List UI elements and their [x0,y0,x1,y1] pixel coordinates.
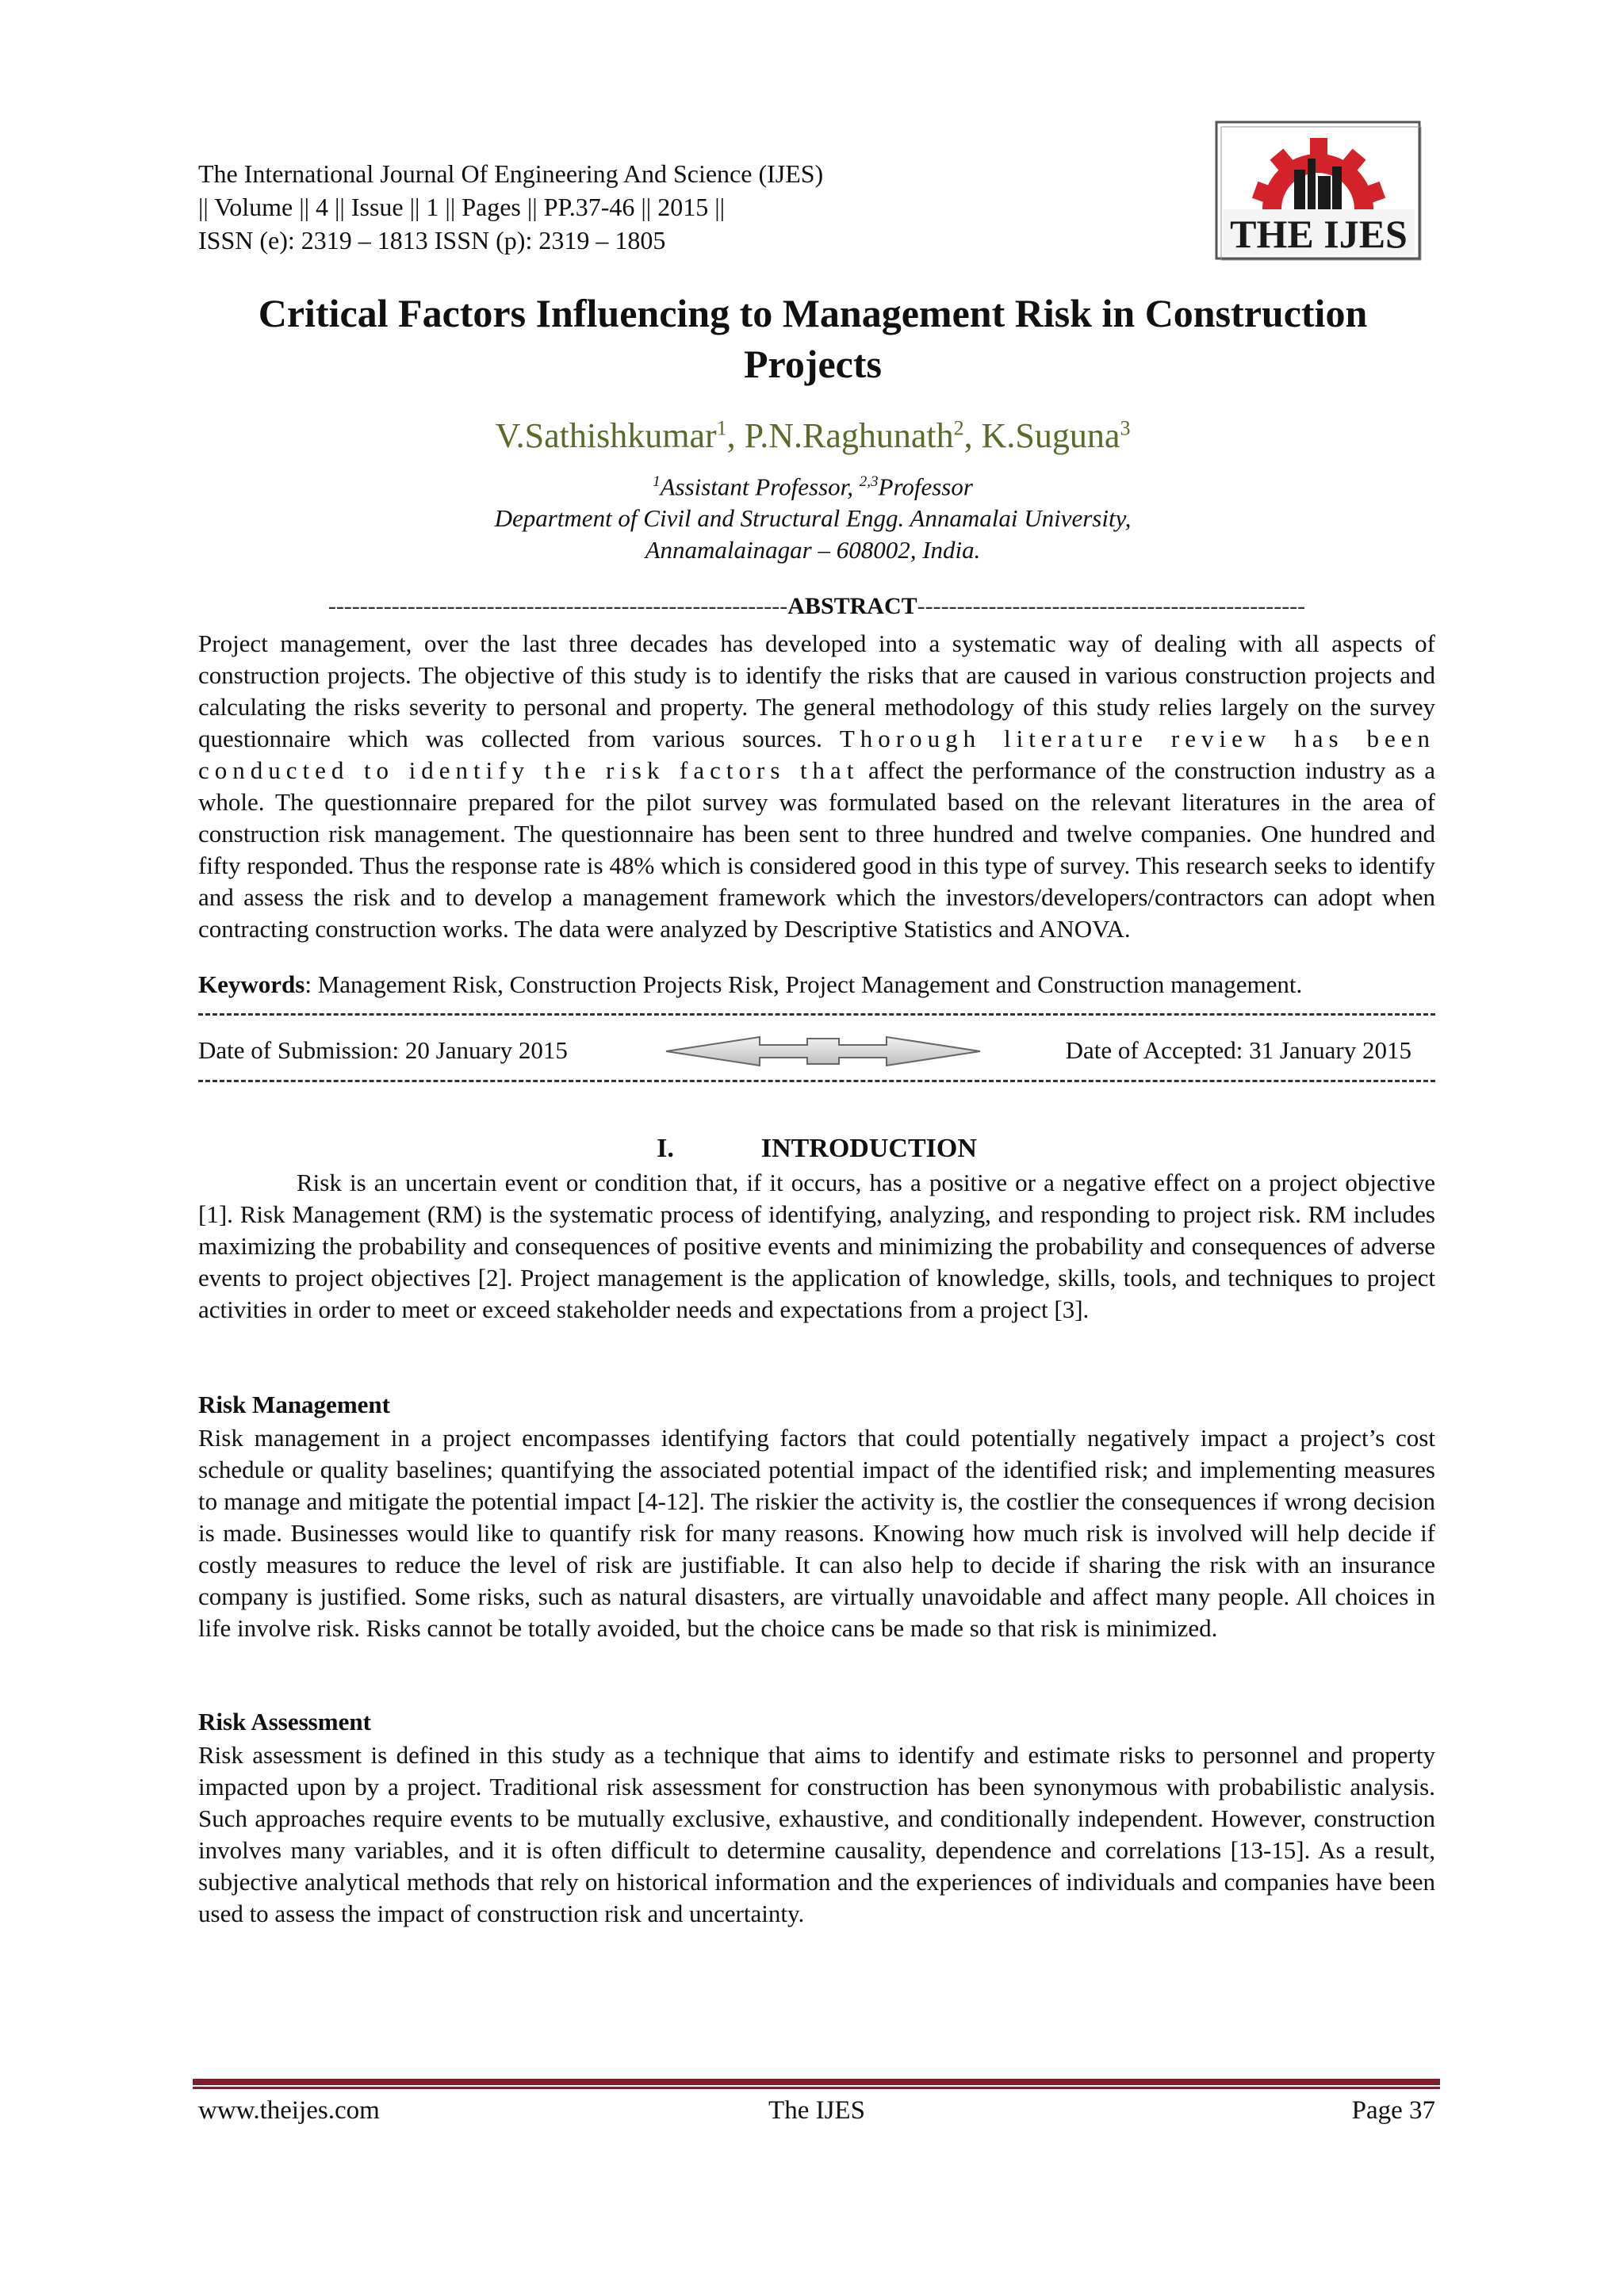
title-line-2: Projects [744,342,882,386]
affil-role: Assistant Professor, [660,473,860,501]
affil-sup: 1 [653,473,661,490]
journal-header [198,157,823,257]
affiliation [190,466,1435,566]
abstract-text [198,628,1435,945]
subheading-risk-management: Risk Management [198,1391,390,1418]
abstract-text-spaced: Thorough literature review has been conducted to identify the risk factors that [198,725,1435,784]
title-line-1: Critical Factors Influencing to Management Risk in Construction [258,291,1368,335]
ijes-logo [1215,121,1423,262]
abstract-title: ABSTRACT [787,593,917,619]
author-separator: , [963,416,982,455]
section-heading-introduction [198,1134,1435,1164]
subheading-risk-assessment: Risk Assessment [198,1708,371,1735]
footer-rule [193,2079,1440,2090]
dash-rule-top [198,1013,1435,1019]
author-sup: 2 [953,416,964,440]
footer-page-number: Page 37 [1351,2096,1435,2125]
affil-role: Professor [878,473,973,501]
affiliation-roles [190,466,1435,503]
author-name: V.Sathishkumar [495,416,717,455]
affiliation-address: Annamalainagar – 608002, India. [645,536,981,564]
journal-volume: || Volume || 4 || Issue || 1 || Pages || PP.37-46 || 2015 || [198,193,726,221]
keywords-text: : Management Risk, Construction Projects Risk, Project Management and Construction management. [304,970,1303,998]
author-sup: 3 [1120,416,1131,440]
accepted-date: Date of Accepted: 31 January 2015 [1065,1036,1411,1064]
risk-assessment-paragraph: Risk assessment is defined in this study as a technique that aims to identify and estimate risks to personnel and property impacted upon by a project. Traditional risk assessment for construction has been synonymous with probabilistic analysis. Such approaches require events to be mutually exclusive, exhaustive, and conditionally independent. However, construction involves many variables, and it is often difficult to determine causality, dependence and correlations [13-15]. As a result, subjective analytical methods that rely on historical information and the experiences of individuals and companies have been used to assess the impact of construction risk and uncertainty. [198,1741,1435,1927]
keywords [198,969,1435,1001]
ijes-logo-icon [1215,121,1423,262]
footer-website[interactable]: www.theijes.com [198,2096,380,2125]
journal-issn: ISSN (e): 2319 – 1813 ISSN (p): 2319 – 1805 [198,226,666,254]
dash-rule: ------------------------------------------------- [917,593,1306,619]
dash-rule-bottom [198,1080,1435,1085]
dash-rule: ---------------------------------------------------------- [327,593,788,619]
paper-title [190,288,1435,389]
journal-name: The International Journal Of Engineering And Science (IJES) [198,159,824,188]
section-number: I. [657,1134,674,1163]
double-arrow-icon [665,1034,982,1069]
submission-date: Date of Submission: 20 January 2015 [198,1036,568,1064]
affiliation-department: Department of Civil and Structural Engg. Annamalai University, [494,504,1132,533]
author-name: P.N.Raghunath [744,416,954,455]
abstract-heading [198,593,1435,620]
author-name: K.Suguna [981,416,1120,455]
section-title: INTRODUCTION [760,1134,977,1163]
abstract-text-part: Project management, over the last three decades has developed into a systematic way of dealing with all aspects of construction projects. The objective of this study is to identify the risks that are caused in various construction projects and calculating the risks severity to personal and property. The general methodology of this study relies largely on the survey questionnaire which was collected from various sources. [198,629,1435,752]
author-sup: 1 [716,416,727,440]
keywords-label: Keywords [198,970,305,998]
logo-lettering: THE IJES [1230,212,1408,256]
author-separator: , [726,416,745,455]
risk-management-paragraph: Risk management in a project encompasses identifying factors that could potentially negatively impact a project’s cost schedule or quality baselines; quantifying the associated potential impact of the identified risk; and implementing measures to manage and mitigate the potential impact [4-12]. The riskier the activity is, the costlier the consequences if wrong decision is made. Businesses would like to quantify risk for many reasons. Knowing how much risk is involved will help decide if costly measures to reduce the level of risk are justifiable. It can also help to decide if sharing the risk with an insurance company is justified. Some risks, such as natural disasters, are virtually unavoidable and affect many people. All choices in life involve risk. Risks cannot be totally avoided, but the choice cans be made so that risk is minimized. [198,1424,1435,1642]
intro-paragraph: Risk is an uncertain event or condition that, if it occurs, has a positive or a negative effect on a project objective [1]. Risk Management (RM) is the systematic process of identifying, analyzing, and responding to project risk. RM includes maximizing the probability and consequences of positive events and minimizing the probability and consequences of adverse events to project objectives [2]. Project management is the application of knowledge, skills, tools, and techniques to project activities in order to meet or exceed stakeholder needs and expectations from a project [3]. [198,1169,1435,1323]
authors [190,415,1435,456]
abstract-text-part: affect the performance of the construction industry as a whole. The questionnaire prepared for the pilot survey was formulated based on the relevant literatures in the area of construction risk management. The questionnaire has been sent to three hundred and twelve companies. One hundred and fifty responded. Thus the response rate is 48% which is considered good in this type of survey. This research seeks to identify and assess the risk and to develop a management framework which the investors/developers/contractors can adopt when contracting construction works. The data were analyzed by Descriptive Statistics and ANOVA. [198,756,1436,943]
affil-sup: 2,3 [859,473,879,490]
footer-journal: The IJES [768,2096,865,2125]
